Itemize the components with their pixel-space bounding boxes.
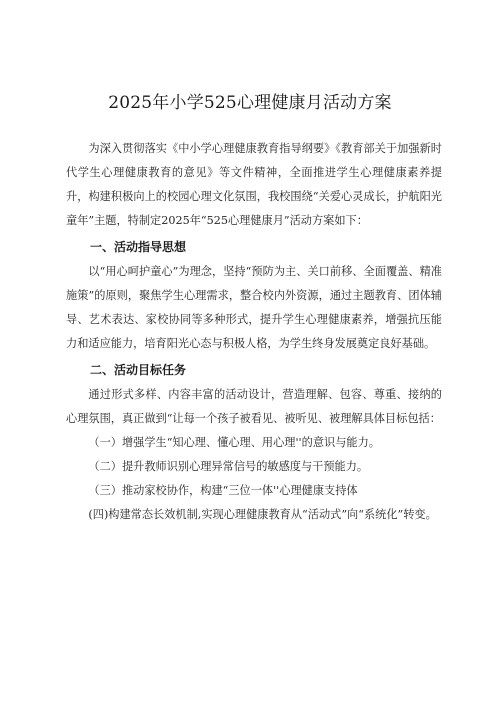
goal-item-3: （三）推动家校协作，构建“三位一体''心理健康支持体 bbox=[88, 484, 358, 497]
section-1-paragraph: 以“用心呵护童心”为理念，坚持“预防为主、关口前移、全面覆盖、精准施策”的原则，聚焦学生心理需求，整合校内外资源，通过主题教育、团体辅导、艺术表达、家校协同等多种形式，提升学生心理健康素养，增强抗压能力和适应能力，培育阳光心态与积极人格，为学生终身发展奠定良好基础。 bbox=[66, 265, 442, 350]
document-body bbox=[66, 137, 442, 527]
intro-paragraph: 为深入贯彻落实《中小学心理健康教育指导纲要》《教育部关于加强新时代学生心理健康教育的意见》等文件精神，全面推进学生心理健康素养提升，构建积极向上的校园心理文化氛围，我校围绕“关爱心灵成长，护航阳光童年”主题，特制定2025年“525心理健康月”活动方案如下： bbox=[66, 142, 442, 227]
section-1-heading: 一、活动指导思想 bbox=[90, 240, 187, 254]
goal-item-2: （二）提升教师识别心理异常信号的敏感度与干预能力。 bbox=[88, 460, 369, 473]
document-title: 2025年小学525心理健康月活动方案 bbox=[108, 93, 392, 113]
section-2-heading: 二、活动目标任务 bbox=[90, 363, 187, 377]
section-2-paragraph: 通过形式多样、内容丰富的活动设计，营造理解、包容、尊重、接纳的心理氛围，真正做到“让每一个孩子被看见、被听见、被理解具体目标包括： bbox=[66, 388, 442, 425]
goal-item-1: （一）增强学生“知心理、懂心理、用心理''的意识与能力。 bbox=[88, 436, 380, 449]
goal-item-4: (四)构建常态长效机制,实现心理健康教育从“活动式”向“系统化”转变。 bbox=[88, 508, 437, 521]
